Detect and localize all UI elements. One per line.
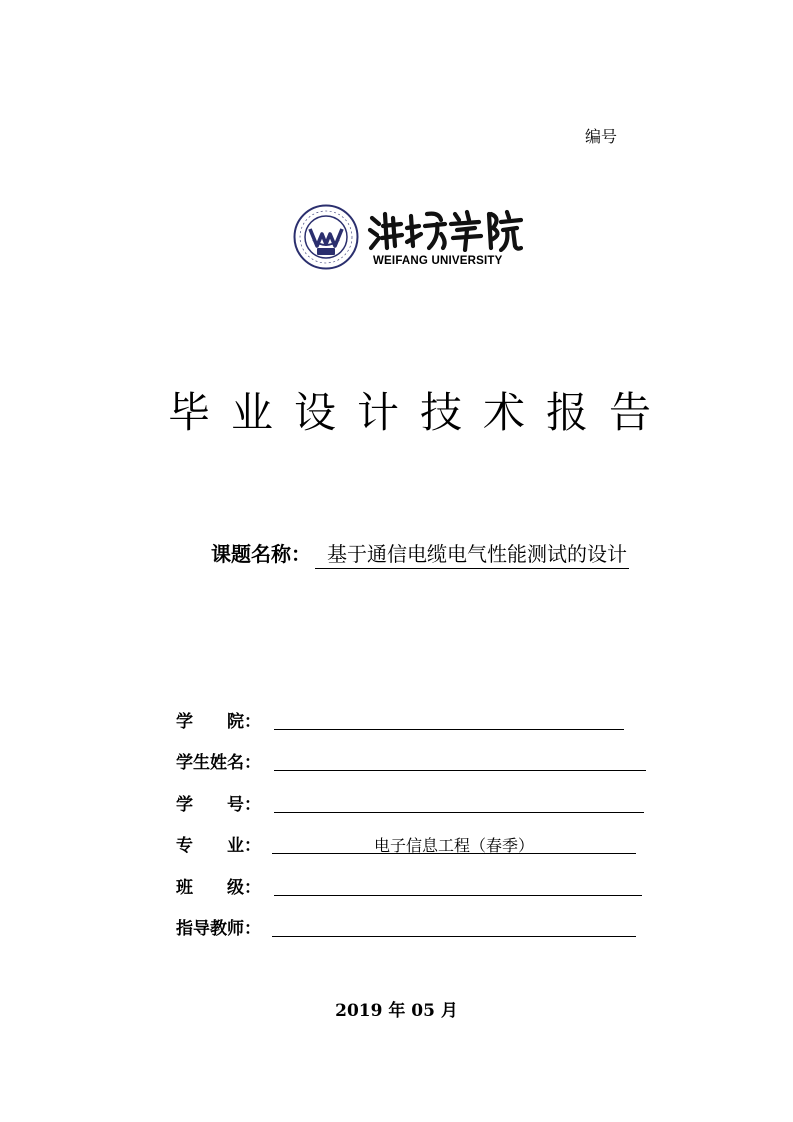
report-title: 毕业设计技术报告 — [168, 388, 673, 437]
field-student-id — [176, 790, 646, 816]
field-label-major: 专 业： — [176, 836, 261, 856]
field-college — [176, 707, 626, 733]
field-line-college — [274, 729, 624, 730]
field-class — [176, 873, 644, 899]
serial-number-label: 编号 — [585, 127, 618, 146]
university-seal-icon — [293, 204, 359, 270]
report-date: 2019 年 05 月 — [335, 1001, 458, 1021]
field-value-major: 电子信息工程（春季） — [373, 836, 534, 855]
field-label-advisor: 指导教师： — [176, 919, 261, 939]
field-label-class: 班 级： — [176, 878, 261, 898]
field-line-student-id — [274, 812, 644, 813]
field-label-student-id: 学 号： — [176, 795, 261, 815]
field-label-college: 学 院： — [176, 712, 261, 732]
field-line-student-name — [274, 770, 646, 771]
field-major — [176, 831, 638, 857]
topic-value: 基于通信电缆电气性能测试的设计 — [315, 538, 629, 569]
field-label-student-name: 学生姓名： — [176, 753, 261, 773]
field-line-advisor — [272, 936, 636, 937]
topic-label: 课题名称： — [211, 542, 311, 566]
university-calligraphy-icon — [367, 208, 523, 252]
field-advisor — [176, 914, 638, 940]
field-student-name — [176, 748, 648, 774]
university-logo — [293, 204, 533, 272]
university-name-en: WEIFANG UNIVERSITY — [373, 255, 503, 267]
field-line-class — [274, 895, 642, 896]
topic-row — [211, 538, 629, 569]
